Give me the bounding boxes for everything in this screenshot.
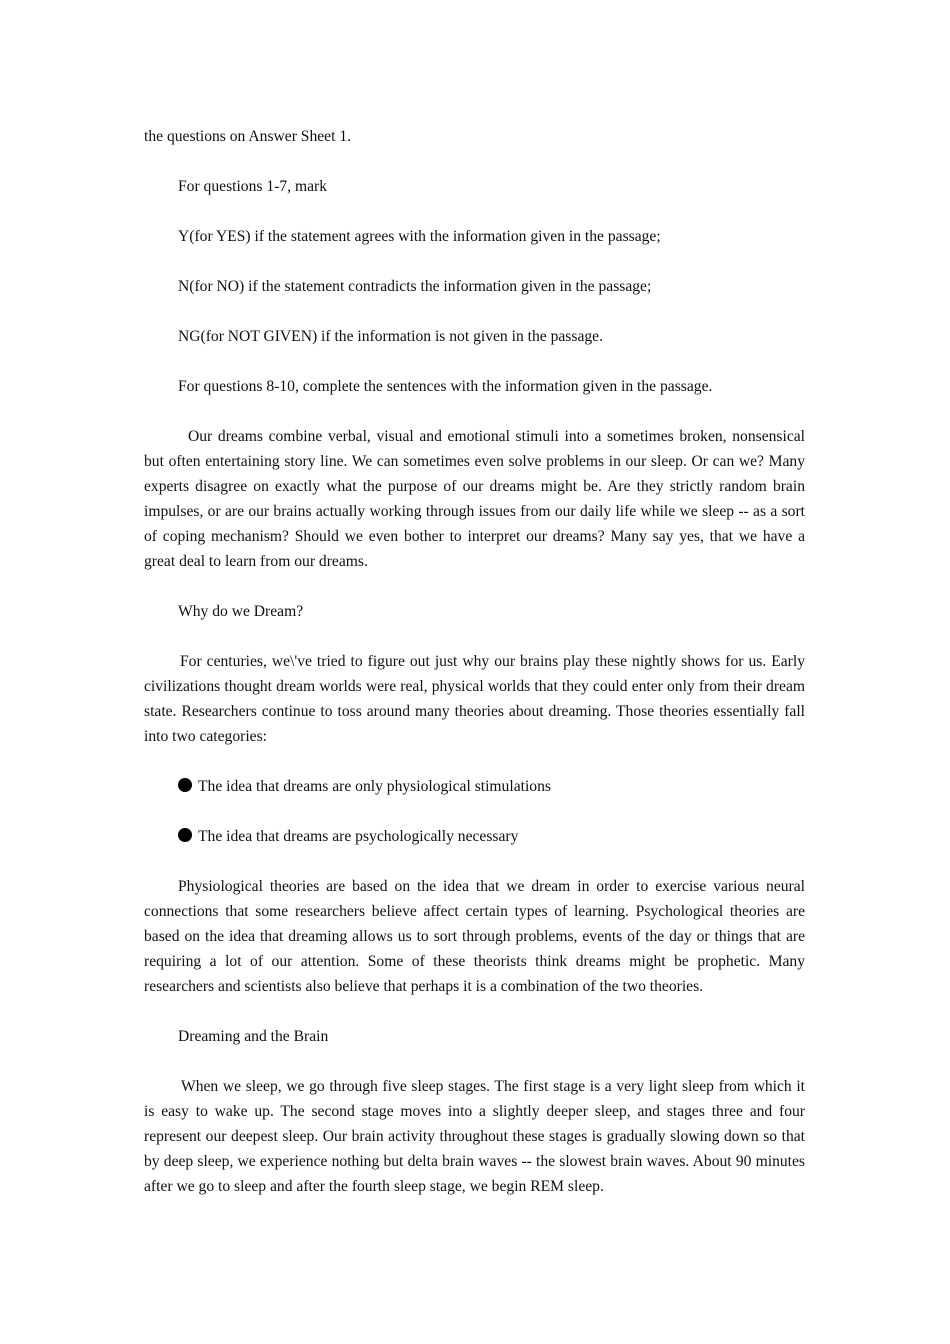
instruction-not-given: NG(for NOT GIVEN) if the information is not given in the passage. xyxy=(178,328,603,345)
bullet-text: The idea that dreams are psychologically necessary xyxy=(198,828,519,845)
bullet-item-physiological xyxy=(144,774,805,799)
heading-why-do-we-dream: Why do we Dream? xyxy=(178,603,304,620)
instruction-yes: Y(for YES) if the statement agrees with the information given in the passage; xyxy=(178,228,661,245)
passage-sleep-stages: When we sleep, we go through five sleep stages. The first stage is a very light sleep from which it is easy to wake up. The second stage moves into a slightly deeper sleep, and stages three and four represent our deepest sleep. Our brain activity throughout these stages is gradually slowing down so that by deep sleep, we experience nothing but delta brain waves -- the slowest brain waves. About 90 minutes after we go to sleep and after the fourth sleep stage, we begin REM sleep. xyxy=(144,1078,805,1195)
passage-theories: Physiological theories are based on the idea that we dream in order to exercise various neural connections that some researchers believe affect certain types of learning. Psychological theories are based on the idea that dreaming allows us to sort through problems, events of the day or things that are requiring a lot of our attention. Some of these theorists think dreams might be prophetic. Many researchers and scientists also believe that perhaps it is a combination of the two theories. xyxy=(144,878,805,995)
bullet-dot-icon xyxy=(178,778,192,792)
instruction-questions-8-10: For questions 8-10, complete the sentences with the information given in the passage. xyxy=(178,378,713,395)
instruction-no: N(for NO) if the statement contradicts the information given in the passage; xyxy=(178,278,652,295)
bullet-text: The idea that dreams are only physiological stimulations xyxy=(198,778,551,795)
passage-intro: Our dreams combine verbal, visual and emotional stimuli into a sometimes broken, nonsensical but often entertaining story line. We can sometimes even solve problems in our sleep. Or can we? Many experts disagree on exactly what the purpose of our dreams might be. Are they strictly random brain impulses, or are our brains actually working through issues from our daily life while we sleep -- as a sort of coping mechanism? Should we even bother to interpret our dreams? Many say yes, that we have a great deal to learn from our dreams. xyxy=(144,428,805,570)
document-page xyxy=(144,124,805,1224)
passage-centuries: For centuries, we\'ve tried to figure out just why our brains play these nightly shows for us. Early civilizations thought dream worlds were real, physical worlds that they could enter only from their dream state. Researchers continue to toss around many theories about dreaming. Those theories essentially fall into two categories: xyxy=(144,653,805,745)
bullet-item-psychological xyxy=(144,824,805,849)
instruction-questions-1-7: For questions 1-7, mark xyxy=(178,178,327,195)
bullet-dot-icon xyxy=(178,828,192,842)
instruction-continuation: the questions on Answer Sheet 1. xyxy=(144,128,352,145)
heading-dreaming-and-the-brain: Dreaming and the Brain xyxy=(178,1028,329,1045)
